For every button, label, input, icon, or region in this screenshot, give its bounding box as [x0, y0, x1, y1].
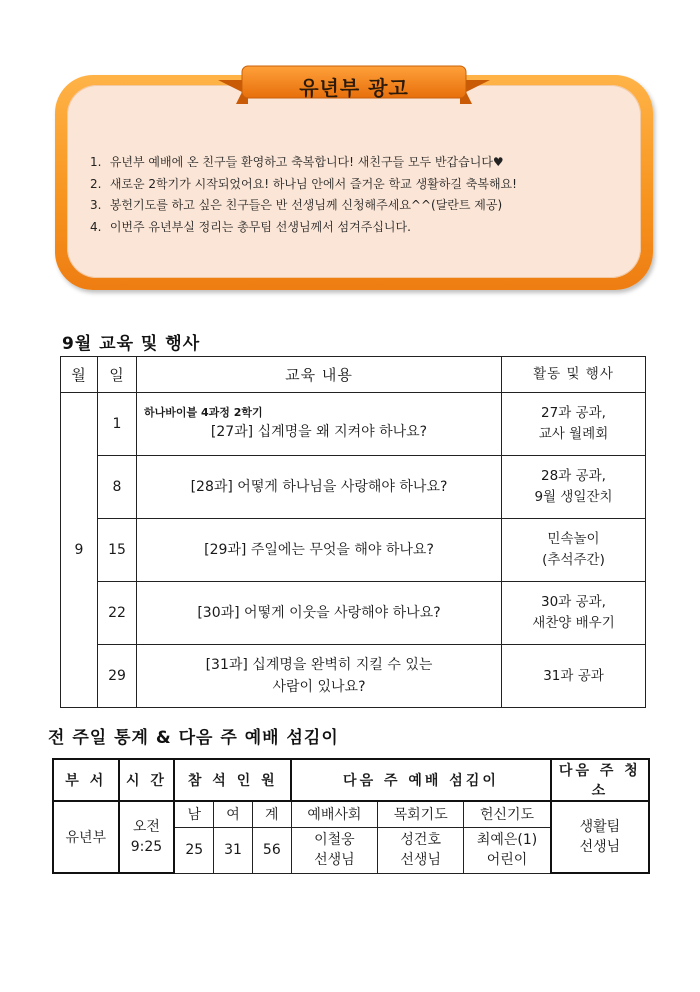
- header-time: 시 간: [119, 759, 175, 801]
- sub-male: 남: [174, 801, 213, 827]
- cleaning-cell: [551, 801, 649, 873]
- server-role: 선생님: [314, 852, 355, 868]
- server-role: 어린이: [486, 852, 528, 868]
- heart-icon: ♥: [492, 155, 504, 169]
- activity-line: 새찬양 배우기: [532, 615, 615, 631]
- schedule-title: 9월 교육 및 행사: [62, 334, 201, 354]
- stats-table: [52, 758, 650, 874]
- sub-female: 여: [214, 801, 253, 827]
- header-month: 월: [61, 357, 98, 393]
- table-row: [61, 582, 646, 645]
- notice-item: [90, 195, 630, 217]
- sub-total: 계: [252, 801, 291, 827]
- notice-item-number: 4.: [90, 219, 102, 234]
- notice-title-banner: [218, 64, 490, 106]
- day-cell: 1: [98, 393, 137, 456]
- leader-cell: [291, 827, 377, 873]
- table-row: [61, 645, 646, 708]
- header-content: 교육 내용: [137, 357, 502, 393]
- server-name: 성건호: [400, 832, 441, 848]
- header-cleaning: 다음 주 청소: [551, 759, 649, 801]
- lesson-text: [31과] 십계명을 완벽히 지킬 수 있는: [205, 657, 433, 673]
- content-cell: [137, 645, 502, 708]
- server-name: 이철웅: [314, 832, 355, 848]
- notice-item-number: 1.: [90, 155, 102, 169]
- stats-subheader-row: [53, 801, 649, 827]
- activity-line: (추석주간): [542, 552, 605, 568]
- notice-item-text: 유년부 예배에 온 친구들 환영하고 축복합니다! 새친구들 모두 반갑습니다: [109, 155, 493, 169]
- server-role: 선생님: [400, 852, 441, 868]
- activity-cell: [502, 393, 646, 456]
- stats-title: 전 주일 통계 & 다음 주 예배 섬김이: [48, 728, 339, 748]
- table-row: [61, 393, 646, 456]
- activity-line: 민속놀이: [547, 531, 600, 547]
- header-attendance: 참 석 인 원: [174, 759, 291, 801]
- content-cell: [29과] 주일에는 무엇을 해야 하나요?: [137, 519, 502, 582]
- activity-cell: 31과 공과: [502, 645, 646, 708]
- male-count: 25: [174, 827, 213, 873]
- activity-line: 교사 월례회: [538, 426, 609, 442]
- female-count: 31: [214, 827, 253, 873]
- cleaning-line: 생활팀: [579, 819, 621, 835]
- content-cell: [137, 393, 502, 456]
- day-cell: 29: [98, 645, 137, 708]
- table-row: [61, 456, 646, 519]
- sub-offering: 헌신기도: [464, 801, 551, 827]
- table-row: [61, 519, 646, 582]
- notice-item: [90, 152, 630, 174]
- stats-header-row: [53, 759, 649, 801]
- notice-item-number: 2.: [90, 176, 102, 191]
- month-cell: 9: [61, 393, 98, 708]
- notice-title: 유년부 광고: [299, 76, 409, 100]
- activity-cell: [502, 582, 646, 645]
- notice-item: [90, 174, 630, 196]
- time-line: 9:25: [130, 839, 163, 855]
- activity-cell: [502, 456, 646, 519]
- notice-item-text: 봉헌기도를 하고 싶은 친구들은 반 선생님께 신청해주세요^^(달란트 제공): [109, 198, 503, 212]
- server-name: 최예은(1): [476, 832, 538, 848]
- curriculum-label: 하나바이블 4과정 2학기: [144, 406, 263, 419]
- dept-cell: 유년부: [53, 801, 119, 873]
- lesson-text: 사람이 있나요?: [272, 679, 366, 695]
- notice-item: [90, 217, 630, 239]
- cleaning-line: 선생님: [579, 839, 621, 855]
- activity-line: 27과 공과,: [541, 405, 606, 421]
- notice-list: [90, 152, 630, 238]
- header-activity: 활동 및 행사: [502, 357, 646, 393]
- day-cell: 15: [98, 519, 137, 582]
- notice-item-number: 3.: [90, 198, 102, 212]
- notice-item-text: 이번주 유년부실 정리는 총무팀 선생님께서 섬겨주십니다.: [109, 219, 411, 234]
- time-line: 오전: [132, 819, 160, 835]
- day-cell: 8: [98, 456, 137, 519]
- time-cell: [119, 801, 175, 873]
- activity-line: 30과 공과,: [541, 594, 606, 610]
- content-cell: [30과] 어떻게 이웃을 사랑해야 하나요?: [137, 582, 502, 645]
- lesson-text: [27과] 십계명을 왜 지켜야 하나요?: [210, 424, 428, 440]
- sub-prayer: 목회기도: [378, 801, 464, 827]
- offering-cell: [464, 827, 551, 873]
- activity-cell: [502, 519, 646, 582]
- day-cell: 22: [98, 582, 137, 645]
- schedule-table: [60, 356, 646, 708]
- header-day: 일: [98, 357, 137, 393]
- sub-leader: 예배사회: [291, 801, 377, 827]
- header-dept: 부 서: [53, 759, 119, 801]
- prayer-cell: [378, 827, 464, 873]
- total-count: 56: [252, 827, 291, 873]
- notice-item-text: 새로운 2학기가 시작되었어요! 하나님 안에서 즐거운 학교 생활하길 축복해요!: [109, 176, 517, 191]
- activity-line: 9월 생일잔치: [534, 489, 613, 505]
- activity-line: 28과 공과,: [541, 468, 606, 484]
- content-cell: [28과] 어떻게 하나님을 사랑해야 하나요?: [137, 456, 502, 519]
- schedule-header-row: [61, 357, 646, 393]
- header-servers: 다음 주 예배 섬김이: [291, 759, 550, 801]
